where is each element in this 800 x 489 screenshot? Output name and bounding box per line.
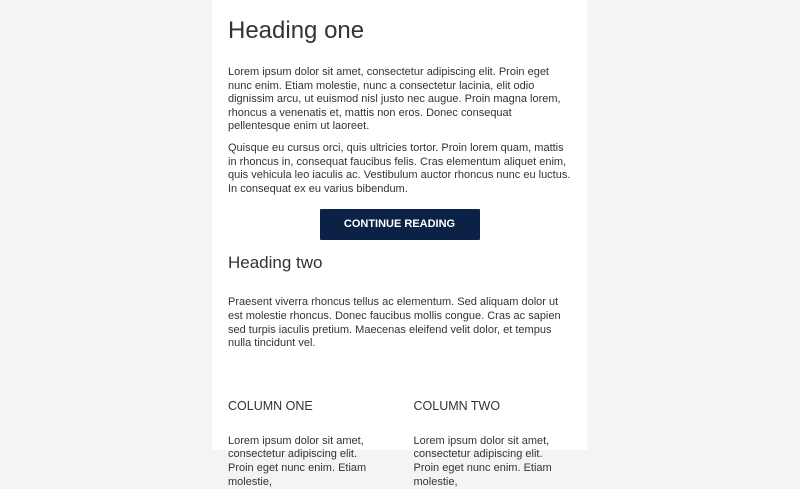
button-wrapper <box>228 209 571 241</box>
two-column-section <box>228 398 571 489</box>
column-two-text: Lorem ipsum dolor sit amet, consectetur adipiscing elit. Proin eget nunc enim. Etiam molestie, <box>413 434 552 488</box>
paragraph-three: Praesent viverra rhoncus tellus ac elementum. Sed aliquam dolor ut est molestie rhoncus. Donec faucibus mollis congue. Cras ac sapien sed turpis iaculis pretium. Maecenas eleifend velit dolor, et tempus nulla tincidunt vel. <box>228 296 561 350</box>
column-one-text: Lorem ipsum dolor sit amet, consectetur adipiscing elit. Proin eget nunc enim. Etiam molestie, <box>228 434 367 488</box>
paragraph-one: Lorem ipsum dolor sit amet, consectetur adipiscing elit. Proin eget nunc enim. Etiam molestie, nunc a consectetur lacinia, elit odio dignissim arcu, ut euismod nisl justo nec augue. Proin magna lorem, rhoncus a venenatis et, mattis non eros. Donec consequat pellentesque enim ut laoreet. <box>228 66 561 133</box>
column-one-title: COLUMN ONE <box>228 398 313 413</box>
column-two-title: COLUMN TWO <box>413 398 501 413</box>
email-container <box>212 0 587 488</box>
heading-two: Heading two <box>228 253 323 273</box>
column-two <box>414 398 572 489</box>
continue-reading-button[interactable]: CONTINUE READING <box>320 209 480 240</box>
column-one <box>228 398 386 489</box>
email-content <box>212 0 587 489</box>
heading-one: Heading one <box>228 17 365 44</box>
paragraph-two: Quisque eu cursus orci, quis ultricies tortor. Proin lorem quam, mattis in rhoncus in, consequat faucibus felis. Cras elementum aliquet enim, quis vehicula leo iaculis ac. Vestibulum auctor rhoncus nunc eu luctus. In consequat ex eu varius bibendum. <box>228 141 571 195</box>
